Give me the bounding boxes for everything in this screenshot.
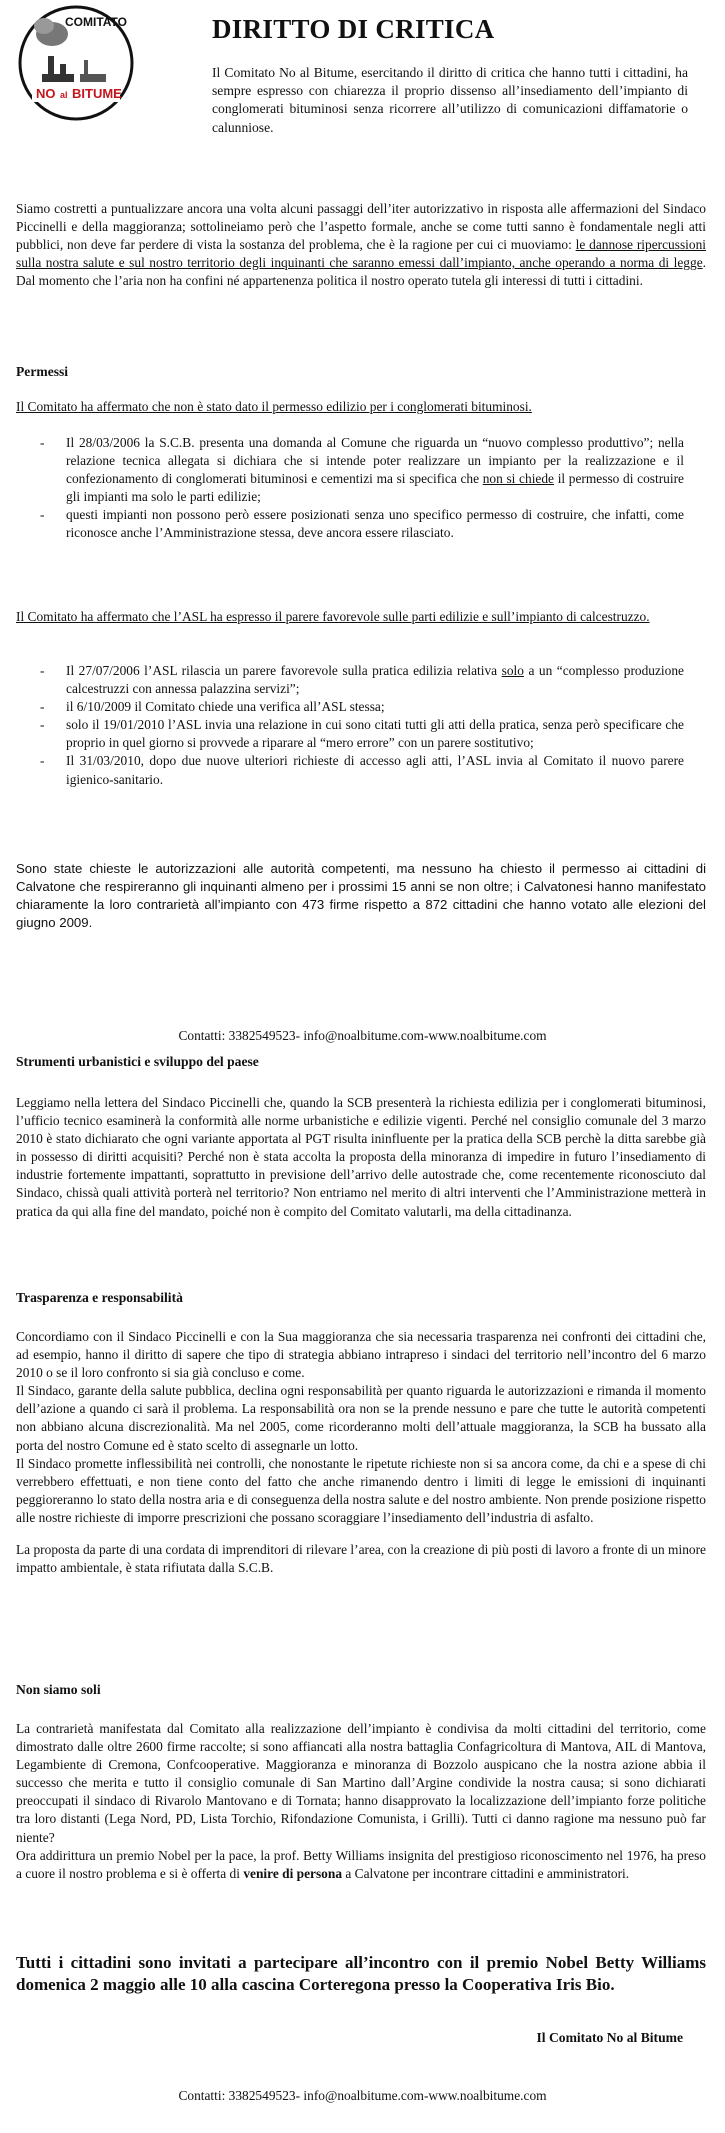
comitato-no-al-bitume-logo	[14, 4, 138, 122]
trasparenza-heading: Trasparenza e responsabilità	[16, 1290, 183, 1305]
non-siamo-soli-paragraph-2: Ora addirittura un premio Nobel per la pace, la prof. Betty Williams insignita del prestigioso riconoscimento nel 1976, ha preso a cuore il nostro problema e si è offerta di venire di persona a Calvatone per incontrare cittadini e amministratori.	[16, 1847, 706, 1881]
logo-bitume-text: BITUME	[72, 86, 122, 101]
underlined-phrase: solo	[501, 663, 524, 678]
logo-comitato-text: COMITATO	[65, 15, 127, 29]
trasparenza-paragraph-4: La proposta da parte di una cordata di imprenditori di rilevare l’area, con la creazione di più posti di lavoro a fronte di un minore impatto ambientale, è stata rifiutata dalla S.C.B.	[16, 1542, 706, 1576]
non-siamo-soli-paragraph-1: La contrarietà manifestata dal Comitato alla realizzazione dell’impianto è condivisa da molti cittadini del territorio, come dimostrato dalle oltre 2600 firme raccolte; si sono affiancati alla nostra battaglia Confagricoltura di Mantova, AIL di Mantova, Legambiente di Cremona, Confcooperative. Maggioranza e minoranza di Bozzolo auspicano che la nostra azione abbia il successo che merita e tutto il consiglio comunale di San Martino dall’Argine condivide la nostra causa; si sono dichiarati preoccupati il sindaco di Rivarolo Mantovano e di Tornata; hanno disapprovato la localizzazione dell’impianto forze politiche tra loro distanti (Lega Nord, PD, Lista Torchio, Rifondazione Comunista, i Grilli). Tutti ci danno ragione ma nessuno può far niente?	[16, 1721, 706, 1845]
contacts-line-bottom: Contatti: 3382549523- info@noalbitume.com-www.noalbitume.com	[178, 2088, 547, 2103]
opening-paragraph	[16, 200, 706, 290]
trasparenza-paragraph-1: Concordiamo con il Sindaco Piccinelli e con la Sua maggioranza che sia necessaria trasparenza nei confronti dei cittadini che, ad esempio, hanno il diritto di sapere che tipo di strategia abbiano intrapreso i sindaci del territorio nell’incontro del 6 marzo 2010 o se il loro confronto si sia già concluso e come.	[16, 1329, 706, 1381]
permessi-heading: Permessi	[16, 364, 69, 379]
permessi-list	[40, 434, 684, 543]
list-item: - Il 28/03/2006 la S.C.B. presenta una domanda al Comune che riguarda un “nuovo complesso produttivo”; nella relazione tecnica allegata si dichiara che si intende poter realizzare un impianto per la realizzazione e il confezionamento di conglomerati bituminosi e cementizi ma si specifica che non si chiede il permesso di costruire gli impianti ma solo le parti edilizie;	[40, 435, 684, 505]
trasparenza-body	[16, 1328, 706, 1577]
list-item: - il 6/10/2009 il Comitato chiede una verifica all’ASL stessa;	[40, 699, 385, 715]
logo-al-text: al	[60, 90, 68, 100]
contacts-line-top: Contatti: 3382549523- info@noalbitume.com-www.noalbitume.com	[178, 1028, 547, 1043]
trasparenza-paragraph-3: Il Sindaco promette inflessibilità nei controlli, che nonostante le ripetute richieste non si sa ancora come, da chi e a spese di chi verrebbero effettuati, e non tiene conto del fatto che anche rimanendo dentro i limiti di legge le emissioni di inquinanti peggioreranno lo stato della nostra aria e di conseguenza della nostra salute e del nostro ambiente. Non prende posizione rispetto alle nostre richieste di imporre prescrizioni che possano scoraggiare l’insediamento dell’industria di asfalto.	[16, 1455, 706, 1525]
bold-phrase: venire di persona	[243, 1865, 343, 1881]
strumenti-paragraph: Leggiamo nella lettera del Sindaco Piccinelli che, quando la SCB presenterà la richiesta edilizia per i conglomerati bituminosi, l’ufficio tecnico esaminerà la conformità alle norme urbanistiche e edilizie vigenti. Perché nel consiglio comunale del 3 marzo 2010 è stato dichiarato che ogni variante apportata al PGT risulta ininfluente per la pratica della SCB perchè la ditta sarebbe già in possesso di diritti acquisiti? Perché non è stata accolta la proposta della minoranza di impedire in futuro l’insediamento di industrie fortemente impattanti, soprattutto in previsione dell’arrivo delle autostrade che, come recentemente riconosciuto dal Sindaco, chissà quali attività porterà nel territorio? Non entriamo nel merito di altri interventi che l’Amministrazione metterà in pratica da qui alla fine del mandato, poiché non è compito del Comitato valutarli, ma della cittadinanza.	[16, 1095, 706, 1219]
asl-claim: Il Comitato ha affermato che l’ASL ha espresso il parere favorevole sulle parti edilizie e sull’impianto di calcestruzzo.	[16, 609, 650, 624]
signature: Il Comitato No al Bitume	[536, 2030, 683, 2045]
invitation-paragraph: Tutti i cittadini sono invitati a partecipare all’incontro con il premio Nobel Betty Williams domenica 2 maggio alle 10 alla cascina Corteregona presso la Cooperativa Iris Bio.	[16, 1953, 706, 1994]
opening-text: Siamo costretti a puntualizzare ancora una volta alcuni passaggi dell’iter autorizzativo in risposta alle affermazioni del Sindaco Piccinelli e della maggioranza; sottolineiamo però che l’aspetto formale, anche se come tutti sanno è fondamentale negli atti pubblici, non deve far perdere di vista la sostanza del problema, che è la ragione per cui ci muoviamo:	[16, 201, 706, 253]
trasparenza-paragraph-2: Il Sindaco, garante della salute pubblica, declina ogni responsabilità per quanto riguarda le autorizzazioni e rimanda il momento dell’azione a quando ci sarà il problema. La responsabilità ora non se la prende nessuno e pare che tutte le autorità competenti non abbiano alcuna discrezionalità. Ma nel 2005, come ricorderanno molti dell’attuale maggioranza, la SCB ha bussato alla porta del nostro Comune ed è stato scelto di assegnarle un lotto.	[16, 1383, 706, 1453]
intro-paragraph: Il Comitato No al Bitume, esercitando il diritto di critica che hanno tutti i cittadini, ha sempre espresso con chiarezza il proprio dissenso all’insediamento dell’impianto di conglomerati bituminosi senza ricorrere all’utilizzo di comunicazioni diffamatorie o calunniose.	[212, 65, 688, 135]
non-siamo-soli-body	[16, 1720, 706, 1883]
permessi-claim: Il Comitato ha affermato che non è stato dato il permesso edilizio per i conglomerati bituminosi.	[16, 399, 532, 414]
list-item: - solo il 19/01/2010 l’ASL invia una relazione in cui sono citati tutti gli atti della pratica, senza però specificare che proprio in quel giorno si provvede a riparare al “mero errore” con un parere sostitutivo;	[40, 717, 684, 751]
asl-list	[40, 662, 684, 789]
autorizzazioni-paragraph: Sono state chieste le autorizzazioni alle autorità competenti, ma nessuno ha chiesto il permesso ai cittadini di Calvatone che respireranno gli inquinanti almeno per i prossimi 15 anni se non oltre; i Calvatonesi hanno manifestato chiaramente la loro contrarietà all’impianto con 473 firme rispetto a 872 cittadini che hanno votato alle elezioni del giugno 2009.	[16, 861, 706, 931]
logo-no-text: NO	[36, 86, 56, 101]
list-item: - questi impianti non possono però essere posizionati senza uno specifico permesso di costruire, che infatti, come riconosce anche l’Amministrazione stessa, deve ancora essere rilasciato.	[40, 507, 684, 541]
list-item: - Il 31/03/2010, dopo due nuove ulteriori richieste di accesso agli atti, l’ASL invia al Comitato il nuovo parere igienico-sanitario.	[40, 753, 684, 787]
underlined-phrase: non si chiede	[482, 471, 555, 487]
non-siamo-soli-heading: Non siamo soli	[16, 1682, 101, 1697]
page-title: DIRITTO DI CRITICA	[212, 14, 495, 44]
opening-text-end: . Dal momento che l’aria non ha confini né appartenenza politica il nostro operato tutela gli interessi di tutti i cittadini.	[16, 255, 706, 289]
opening-underlined-text: le dannose ripercussioni sulla nostra salute e sul nostro territorio degli inquinanti che saranno emessi dall’impianto, anche operando a norma di legge	[16, 237, 706, 271]
strumenti-heading: Strumenti urbanistici e sviluppo del paese	[16, 1054, 259, 1069]
list-item: - Il 27/07/2006 l’ASL rilascia un parere favorevole sulla pratica edilizia relativa solo a un “complesso produzione calcestruzzi con annessa palazzina servizi”;	[40, 663, 684, 697]
